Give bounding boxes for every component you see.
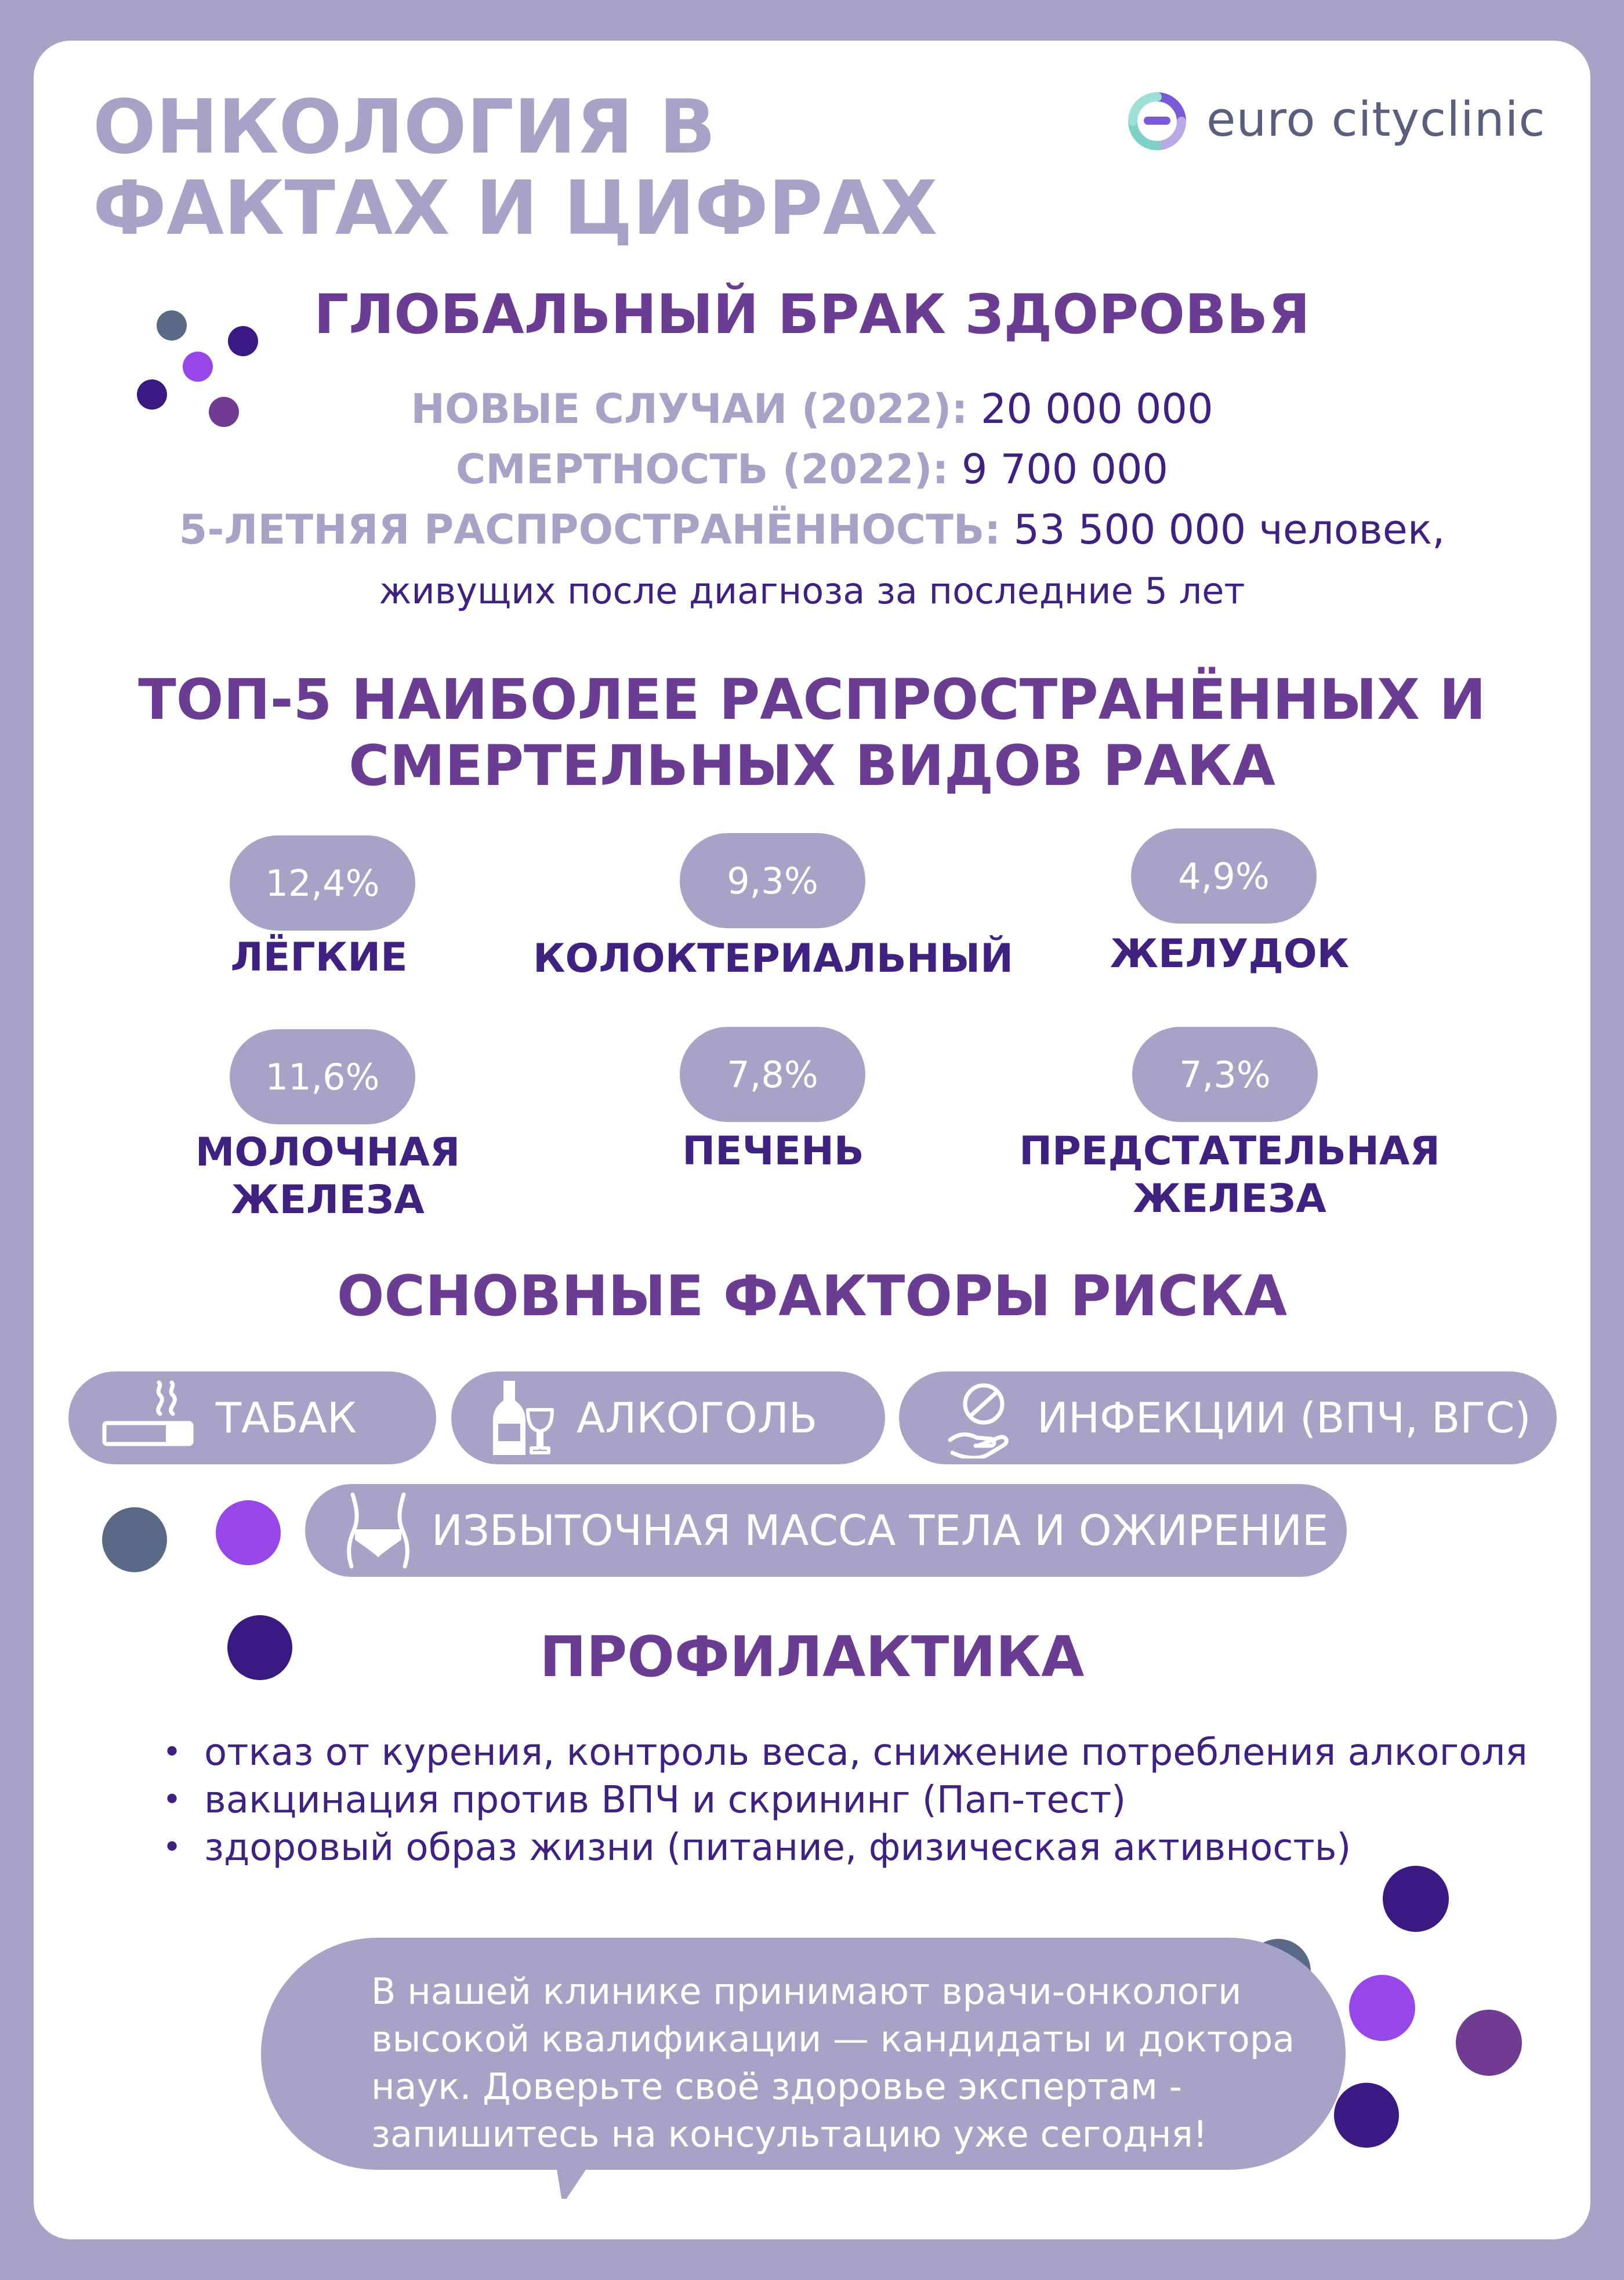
cancer-name-line: МОЛОЧНАЯ (195, 1130, 461, 1175)
decor-dot (1456, 2010, 1522, 2076)
stat-value: 20 000 000 (980, 385, 1213, 433)
stat-prevalence (0, 504, 1624, 556)
prevention-heading: ПРОФИЛАКТИКА (539, 1624, 1085, 1689)
logo-text: euro cityclinic (1206, 92, 1546, 147)
prevention-list (162, 1729, 1554, 1872)
cancer-name-line: ЛЁГКИЕ (230, 935, 408, 980)
cancer-percent-badge: 12,4% (230, 835, 415, 931)
stat-label: НОВЫЕ СЛУЧАИ (2022): (411, 385, 968, 433)
stat-value: 9 700 000 (961, 446, 1169, 493)
cancer-name (568, 1128, 978, 1175)
stat-label: СМЕРТНОСТЬ (2022): (455, 446, 949, 493)
stat-mortality (0, 443, 1624, 495)
pill-hand-icon (945, 1377, 1021, 1459)
cancer-name (1027, 931, 1433, 978)
wine-bottle-icon (492, 1377, 556, 1459)
page-title: ОНКОЛОГИЯ В ФАКТАХ И ЦИФРАХ (93, 84, 938, 252)
stat-new-cases (0, 383, 1624, 435)
cancer-name (116, 934, 522, 982)
risks-heading: ОСНОВНЫЕ ФАКТОРЫ РИСКА (336, 1264, 1288, 1329)
cancer-percent-badge: 7,8% (680, 1027, 865, 1122)
logo-mark-icon (1125, 90, 1195, 154)
cancer-percent-badge: 7,3% (1132, 1027, 1318, 1122)
decor-dot (183, 352, 213, 382)
cancer-name-line: КОЛОКТЕРИАЛЬНЫЙ (532, 936, 1014, 982)
risk-tobacco[interactable] (68, 1371, 436, 1464)
brand-logo[interactable] (1125, 90, 1546, 154)
stat-label: 5-ЛЕТНЯЯ РАСПРОСТРАНЁННОСТЬ: (179, 506, 1001, 553)
risk-label: ТАБАК (216, 1394, 357, 1442)
risk-obesity[interactable] (305, 1484, 1347, 1577)
stat-value: 53 500 000 человек, (1013, 506, 1445, 553)
list-item: • вакцинация против ВПЧ и скрининг (Пап-тест) (162, 1776, 1554, 1824)
top5-heading-line2: СМЕРТЕЛЬНЫХ ВИДОВ РАКА (349, 733, 1275, 798)
body-waist-icon (338, 1490, 419, 1571)
list-item: • отказ от курения, контроль веса, снижение потребления алкоголя (162, 1729, 1554, 1776)
list-item: • здоровый образ жизни (питание, физическая активность) (162, 1824, 1554, 1872)
cancer-percent-badge: 11,6% (230, 1029, 415, 1124)
decor-dot (1349, 1975, 1415, 2041)
risk-label: АЛКОГОЛЬ (577, 1394, 818, 1442)
cancer-name (116, 1129, 539, 1224)
decor-dot (1383, 1866, 1449, 1932)
cancer-percent-badge: 9,3% (680, 833, 865, 928)
decor-dot (102, 1507, 167, 1572)
callout-bubble (261, 1938, 1346, 2199)
decor-dot (216, 1500, 281, 1565)
cancer-percent-badge: 4,9% (1131, 828, 1317, 924)
stat-prevalence-note (0, 565, 1624, 617)
risk-alcohol[interactable] (451, 1371, 885, 1464)
cancer-name-line: ЖЕЛЕЗА (231, 1177, 425, 1223)
cigarette-icon (97, 1380, 202, 1456)
cancer-name-line: ЖЕЛЕЗА (1133, 1176, 1326, 1222)
cancer-name-line: ПЕЧЕНЬ (682, 1128, 864, 1174)
global-heading: ГЛОБАЛЬНЫЙ БРАК ЗДОРОВЬЯ (314, 283, 1310, 346)
callout-text: В нашей клинике принимают врачи-онкологи высокой квалификации — кандидаты и доктора наук. Доверьте своё здоровье экспертам - запишитесь на консультацию уже сегодня! (371, 1970, 1295, 2155)
cancer-name (522, 935, 1024, 983)
cancer-name (998, 1128, 1462, 1223)
risk-infections[interactable] (899, 1371, 1557, 1464)
risk-label: ИЗБЫТОЧНАЯ МАССА ТЕЛА И ОЖИРЕНИЕ (432, 1506, 1329, 1555)
top5-heading-line1: ТОП-5 НАИБОЛЕЕ РАСПРОСТРАНЁННЫХ И (138, 667, 1486, 732)
cancer-name-line: ЖЕЛУДОК (1110, 931, 1350, 977)
cancer-name-line: ПРЕДСТАТЕЛЬНАЯ (1019, 1128, 1440, 1174)
risk-label: ИНФЕКЦИИ (ВПЧ, ВГС) (1037, 1394, 1531, 1442)
stat-note: живущих после диагноза за последние 5 лет (379, 570, 1245, 612)
